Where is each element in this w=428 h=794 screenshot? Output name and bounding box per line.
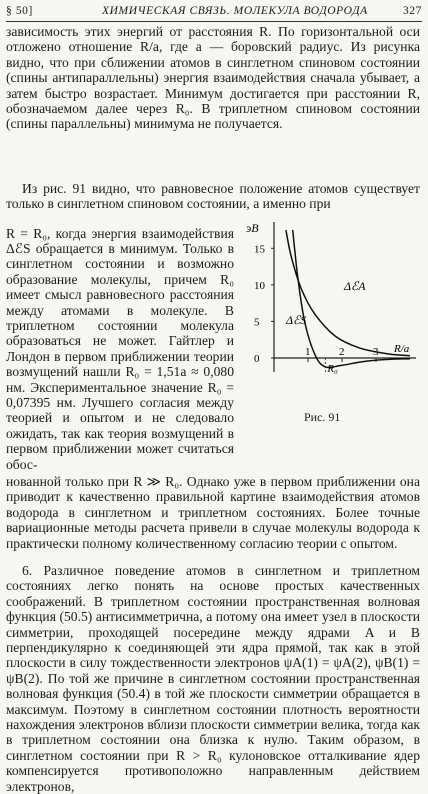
paragraph-3: [6, 563, 420, 794]
para2-side-text: R = R₀, когда энергия взаимодействия ΔℰS обращается в минимум. Только в синглетном состоянии и возможно образование молекулы, причем R₀ имеет смысл равновесного расстояния между атомами в молекуле. В триплетном состоянии молекула образоваться не может. Гайтлер и Лондон в первом приближении теории возмущений нашли R₀ = 1,51a ≈ 0,080 нм. Экспериментальное значение R₀ = 0,07395 нм. Лучшего согласия между теорией и опытом и не следовало ожидать, так как теория возмущений в первом приближении может считаться обос-: [6, 225, 234, 472]
page-number: 327: [402, 5, 422, 17]
figure-caption: Рис. 91: [304, 410, 341, 424]
y-tick-label: 5: [254, 316, 260, 329]
r0-label: R₀: [327, 363, 338, 375]
y-tick-label: 15: [254, 243, 265, 256]
energy-plot: [244, 220, 422, 410]
running-header: [6, 3, 422, 22]
x-axis-label: R/a: [394, 343, 410, 355]
para1-text: зависимость этих энергий от расстояния R. По горизонтальной оси отложено отношение R/a, где a — боровский радиус. Из рисунка видно, что при сближении атомов в синглетном спиновом состоянии (спины антипараллельны) энергия взаимодействия сначала убывает, а затем быстро возрастает. Минимум достигается при расстоянии R, обозначаемом далее через R₀. В триплетном спиновом состоянии (спины параллельны) минимума не получается.: [6, 24, 420, 132]
paragraph-2-rest: [6, 474, 420, 551]
y-tick-label: 0: [254, 353, 260, 365]
y-tick-label: 10: [254, 279, 265, 292]
para2-rest-text: нованной только при R ≫ R₀. Однако уже в первом приближении она приводит к качественно правильной картине взаимодействия атомов водорода в синглетном и триплетном состояниях. Более точные вариационные методы расчета привели в случае молекулы водорода к практически полному количественному согласию теории с опытом.: [6, 474, 420, 551]
para3-text: 6. Различное поведение атомов в синглетном и триплетном состояниях легко понять на основе простых качественных соображений. В триплетном состоянии пространственная волновая функция (50.5) антисимметрична, а потому она имеет узел в плоскости симметрии, проходящей посередине между ядрами A и B перпендикулярно к соединяющей эти ядра прямой, так как в этой плоскости в силу тождественности электронов ψA(1) = ψA(2), ψB(1) = ψB(2). По той же причине в синглетном состоянии пространственная волновая функция (50.4) в той же плоскости симметрии обращается в максимум. Поэтому в синглетном состоянии плотность вероятности нахождения электронов вблизи плоскости симметрии велика, тогда как в триплетном состоянии она близка к нулю. Таким образом, в синглетном состоянии при R > R₀ кулоновское отталкивание ядер компенсируется противоположно направленным действием электронов,: [6, 563, 420, 794]
x-tick-label: 3: [373, 346, 379, 358]
para2-lead-text: Из рис. 91 видно, что равновесное положение атомов существует только в синглетном спиновом состоянии, а именно при: [6, 181, 420, 212]
x-tick-label: 2: [339, 346, 345, 358]
running-title: ХИМИЧЕСКАЯ СВЯЗЬ. МОЛЕКУЛА ВОДОРОДА: [102, 5, 368, 17]
curve-a-label: ΔℰA: [344, 279, 366, 293]
figure-91: [244, 220, 422, 435]
y-unit-label: эВ: [246, 221, 259, 235]
paragraph-2-lead: [6, 181, 420, 212]
x-tick-label: 1: [305, 346, 311, 358]
paragraph-1: [6, 24, 420, 132]
section-ref: § 50]: [6, 5, 33, 17]
curve-s-label: ΔℰS: [286, 313, 307, 327]
paragraph-2-side: [6, 212, 234, 486]
